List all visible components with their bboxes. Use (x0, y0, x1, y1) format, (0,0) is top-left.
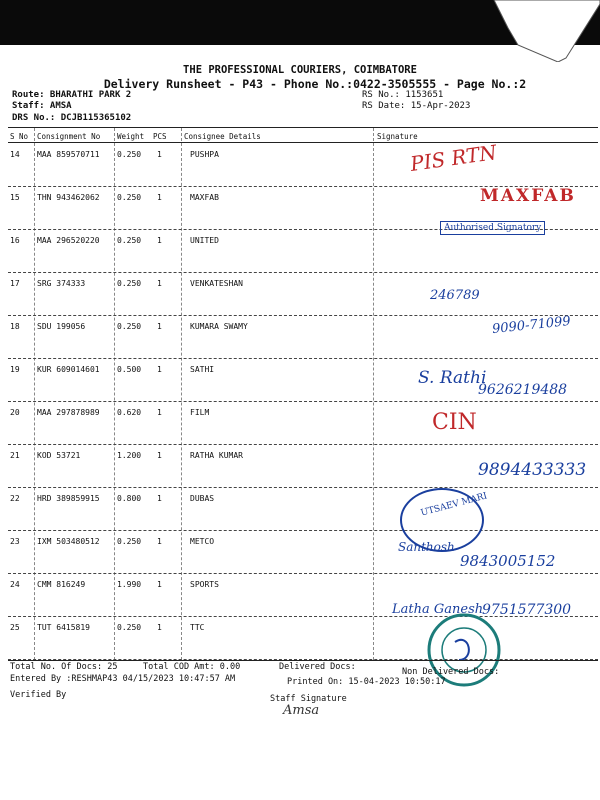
printed-on: Printed On: 15-04-2023 10:50:17 (287, 677, 446, 687)
row-weight: 0.250 (117, 236, 142, 245)
staff: Staff: AMSA (12, 101, 72, 111)
row-pcs: 1 (157, 365, 162, 374)
row-pcs: 1 (157, 537, 162, 546)
folded-paper-corner (488, 0, 600, 62)
row-consignment: TUT 6415819 (37, 623, 90, 632)
signature-r19-name: S. Rathi (418, 368, 487, 388)
row-consignee: FILM (190, 408, 210, 417)
col-signature: Signature (377, 132, 418, 141)
row-consignment: THN 943462062 (37, 193, 100, 202)
table-header-rule (8, 142, 598, 143)
row-divider (8, 358, 598, 359)
stamp-r22-text: UTSAEV MARI (419, 491, 489, 519)
signature-r19-phone: 9626219488 (478, 382, 568, 398)
row-divider (8, 487, 598, 488)
col-weight: Weight (117, 132, 145, 141)
route: Route: BHARATHI PARK 2 (12, 90, 132, 100)
rs-date: RS Date: 15-Apr-2023 (362, 101, 471, 111)
row-pcs: 1 (157, 408, 162, 417)
staff-signature: Amsa (283, 703, 320, 718)
row-sno: 17 (10, 279, 20, 288)
verified-by: Verified By (10, 690, 67, 700)
row-pcs: 1 (157, 623, 162, 632)
row-consignee: METCO (190, 537, 215, 546)
row-weight: 0.620 (117, 408, 142, 417)
col-pcs: PCS (153, 132, 167, 141)
non-delivered-docs: Non Delivered Docs: (402, 667, 500, 677)
row-consignment: HRD 389859915 (37, 494, 100, 503)
signature-r25-name: Latha Ganesh (392, 602, 484, 617)
entered-by: Entered By :RESHMAP43 04/15/2023 10:47:57 AM (10, 674, 236, 684)
row-consignment: SDU 199056 (37, 322, 86, 331)
col-consignment: Consignment No (37, 132, 101, 141)
row-consignment: MAA 859570711 (37, 150, 100, 159)
row-consignment: KOD 53721 (37, 451, 81, 460)
row-divider (8, 401, 598, 402)
row-pcs: 1 (157, 580, 162, 589)
row-consignment: CMM 816249 (37, 580, 86, 589)
signature-r25-phone: 9751577300 (482, 602, 572, 618)
row-divider (8, 272, 598, 273)
row-weight: 0.250 (117, 193, 142, 202)
row-weight: 0.500 (117, 365, 142, 374)
row-sno: 18 (10, 322, 20, 331)
total-docs: Total No. Of Docs: 25 (10, 662, 118, 672)
row-consignee: SPORTS (190, 580, 219, 589)
row-weight: 0.250 (117, 537, 142, 546)
row-consignee: MAXFAB (190, 193, 219, 202)
row-sno: 24 (10, 580, 20, 589)
row-sno: 15 (10, 193, 20, 202)
row-consignee: TTC (190, 623, 205, 632)
rs-number: RS No.: 1153651 (362, 90, 444, 100)
total-cod: Total COD Amt: 0.00 (143, 662, 241, 672)
row-consignee: DUBAS (190, 494, 215, 503)
row-weight: 0.250 (117, 150, 142, 159)
row-consignee: UNITED (190, 236, 219, 245)
row-consignment: IXM 503480512 (37, 537, 100, 546)
row-sno: 25 (10, 623, 20, 632)
signature-r23-phone: 9843005152 (460, 552, 556, 570)
col-sno: S No (10, 132, 29, 141)
col-consignee: Consignee Details (184, 132, 261, 141)
row-consignment: SRG 374333 (37, 279, 86, 288)
row-consignment: MAA 297878989 (37, 408, 100, 417)
signature-r21: 9894433333 (478, 460, 587, 480)
stamp-maxfab: MAXFAB (480, 186, 576, 206)
signature-r14: PIS RTN (408, 140, 499, 176)
row-consignee: VENKATESHAN (190, 279, 243, 288)
row-consignee: RATHA KUMAR (190, 451, 243, 460)
signature-r23-name: Santhosh (398, 540, 455, 554)
row-pcs: 1 (157, 193, 162, 202)
row-pcs: 1 (157, 236, 162, 245)
table-top-rule (8, 127, 598, 128)
signature-r17: 246789 (430, 288, 480, 303)
company-name: THE PROFESSIONAL COURIERS, COIMBATORE (183, 64, 417, 76)
row-divider (8, 315, 598, 316)
row-pcs: 1 (157, 150, 162, 159)
row-consignment: KUR 609014601 (37, 365, 100, 374)
row-consignee: PUSHPA (190, 150, 219, 159)
row-pcs: 1 (157, 451, 162, 460)
row-pcs: 1 (157, 279, 162, 288)
row-divider (8, 530, 598, 531)
row-sno: 20 (10, 408, 20, 417)
staff-signature-label: Staff Signature (270, 694, 347, 704)
row-sno: 21 (10, 451, 20, 460)
table-bottom-rule (8, 660, 598, 661)
row-weight: 0.250 (117, 279, 142, 288)
row-divider (8, 444, 598, 445)
stamp-authorised-signatory: Authorised Signatory (440, 221, 545, 235)
row-weight: 0.250 (117, 322, 142, 331)
row-consignee: KUMARA SWAMY (190, 322, 248, 331)
row-divider (8, 573, 598, 574)
row-weight: 1.990 (117, 580, 142, 589)
row-sno: 19 (10, 365, 20, 374)
row-pcs: 1 (157, 322, 162, 331)
signature-r18: 9090-71099 (491, 313, 572, 338)
drs-number: DRS No.: DCJB115365102 (12, 113, 132, 123)
row-weight: 1.200 (117, 451, 142, 460)
signature-r20: CIN (432, 410, 477, 435)
row-sno: 22 (10, 494, 20, 503)
row-consignee: SATHI (190, 365, 215, 374)
row-weight: 0.250 (117, 623, 142, 632)
row-pcs: 1 (157, 494, 162, 503)
runsheet-title: Delivery Runsheet - P43 - Phone No.:0422-3505555 - Page No.:2 (103, 77, 527, 91)
delivered-docs: Delivered Docs: (279, 662, 356, 672)
row-sno: 23 (10, 537, 20, 546)
row-weight: 0.800 (117, 494, 142, 503)
row-consignment: MAA 296520220 (37, 236, 100, 245)
row-sno: 14 (10, 150, 20, 159)
row-sno: 16 (10, 236, 20, 245)
